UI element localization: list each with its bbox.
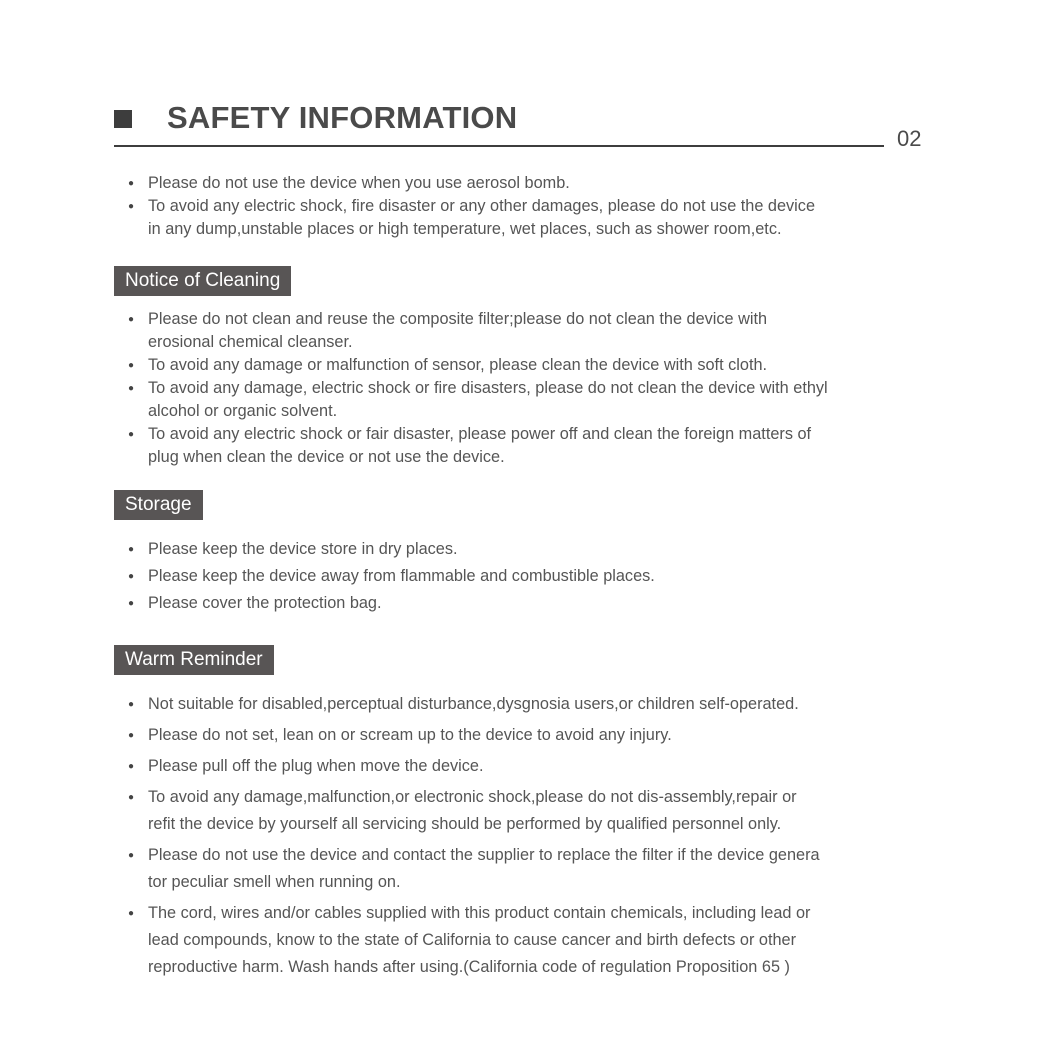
section-heading-warm-reminder: Warm Reminder [114,645,274,675]
list-item: ● Not suitable for disabled,perceptual disturbance,dysgnosia users,or children self-operated. [128,691,820,718]
title-underline [114,145,884,147]
storage-list [128,538,655,619]
list-item: ● To avoid any electric shock or fair disaster, please power off and clean the foreign matters of plug when clean the device or not use the device. [128,423,828,469]
intro-list [128,172,815,241]
warm-reminder-list [128,691,820,985]
list-item: ● To avoid any damage or malfunction of sensor, please clean the device with soft cloth. [128,354,828,377]
list-item: ● To avoid any electric shock, fire disaster or any other damages, please do not use the device in any dump,unstable places or high temperature, wet places, such as shower room,etc. [128,195,815,241]
list-item: ● Please do not use the device and contact the supplier to replace the filter if the device genera tor peculiar smell when running on. [128,842,820,896]
list-item: ● To avoid any damage, electric shock or fire disasters, please do not clean the device with ethyl alcohol or organic solvent. [128,377,828,423]
list-item: ● The cord, wires and/or cables supplied with this product contain chemicals, including lead or lead compounds, know to the state of California to cause cancer and birth defects or other reproductive harm. Wash hands after using.(California code of regulation Proposition 65 ) [128,900,820,981]
list-item: ● Please pull off the plug when move the device. [128,753,820,780]
list-item: ● Please do not set, lean on or scream up to the device to avoid any injury. [128,722,820,749]
list-item: ● Please do not clean and reuse the composite filter;please do not clean the device with erosional chemical cleanser. [128,308,828,354]
square-bullet-icon [114,110,132,128]
page-title: SAFETY INFORMATION [167,100,518,135]
section-heading-storage: Storage [114,490,203,520]
list-item: ● Please keep the device store in dry places. [128,538,655,561]
page-number: 02 [897,126,922,151]
list-item: ● Please cover the protection bag. [128,592,655,615]
section-heading-cleaning: Notice of Cleaning [114,266,291,296]
cleaning-list [128,308,828,469]
list-item: ● Please keep the device away from flammable and combustible places. [128,565,655,588]
list-item: ● To avoid any damage,malfunction,or electronic shock,please do not dis-assembly,repair or refit the device by yourself all servicing should be performed by qualified personnel only. [128,784,820,838]
list-item: ● Please do not use the device when you use aerosol bomb. [128,172,815,195]
